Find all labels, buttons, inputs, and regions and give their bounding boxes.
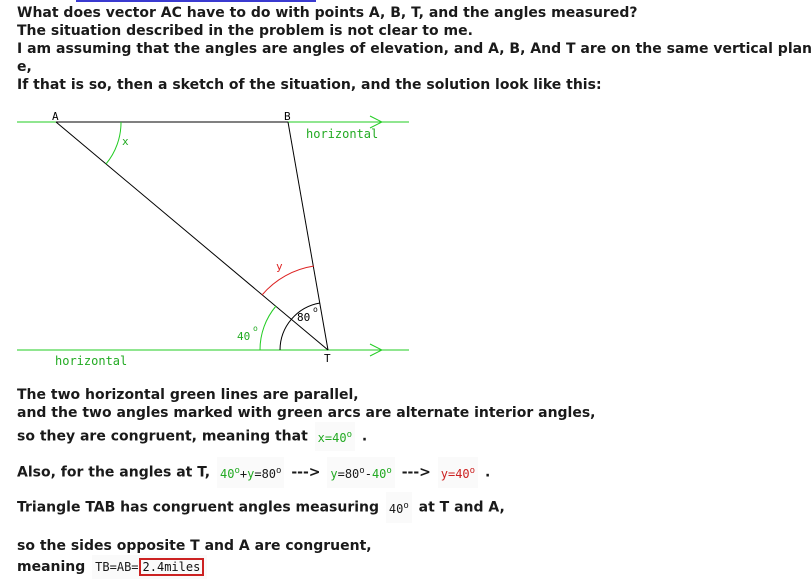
label-y: y [276,260,283,273]
answer-box: 2.4miles [139,558,205,576]
arrow-1: ---> [291,464,321,481]
arc-y [262,266,314,295]
para1-line2: and the two angles marked with green arcs are alternate interior angles, [17,405,596,421]
intro-line-3a: I am assuming that the angles are angles of elevation, and A, B, And T are on the same vertical plan [17,41,812,57]
math-y-equals-80-minus-40: $y=80^o-40^o$ [327,457,394,488]
label-t: T [324,352,331,365]
math-tb-equals-ab: TB=AB= 2.4miles [92,555,207,579]
label-horizontal-top: horizontal [306,127,379,141]
math-x-equals-40: $x=40^o$ [315,422,355,451]
label-horizontal-bottom: horizontal [55,354,128,368]
para2 [17,457,707,488]
arc-40 [260,306,276,350]
para1-line3-text: so they are congruent, meaning that [17,428,308,445]
label-40-degree: o [253,324,258,333]
arc-x [106,122,121,164]
math-40-plus-y: $40^o+y=80^o$ [217,457,284,488]
para1-line3 [17,422,707,451]
intro-line-2: The situation described in the problem is not clear to me. [17,23,473,39]
label-x: x [122,135,129,148]
sketch-svg [17,95,410,384]
label-b: B [284,110,291,123]
para3-tail: at T and A, [418,499,505,516]
intro-line-4: If that is so, then a sketch of the situation, and the solution look like this: [17,77,602,93]
para4-line2 [17,555,707,579]
intro-text [17,4,812,94]
math-40-degrees: 40$^o$ [386,492,412,523]
period-1: . [361,428,368,445]
label-40: 40 [237,330,251,343]
label-80: 80 [297,311,311,324]
explanation [17,384,707,579]
para2-text: Also, for the angles at T, [17,464,211,481]
para3-text: Triangle TAB has congruent angles measuring [17,499,380,516]
segment-at [56,122,328,350]
label-a: A [52,110,59,123]
link-underline [76,0,316,2]
intro-line-1: What does vector AC have to do with points A, B, T, and the angles measured? [17,5,638,21]
label-80-degree: o [313,305,318,314]
para4-line1: so the sides opposite T and A are congruent, [17,538,372,554]
math-y-equals-40: $y=40^o$ [438,457,478,488]
para4-text: meaning [17,559,86,575]
para3 [17,492,707,523]
intro-line-3b: e, [17,59,32,75]
geometry-sketch [17,95,410,384]
arrow-2: ---> [401,464,431,481]
period-2: . [484,464,491,481]
para1-line1: The two horizontal green lines are parallel, [17,387,359,403]
